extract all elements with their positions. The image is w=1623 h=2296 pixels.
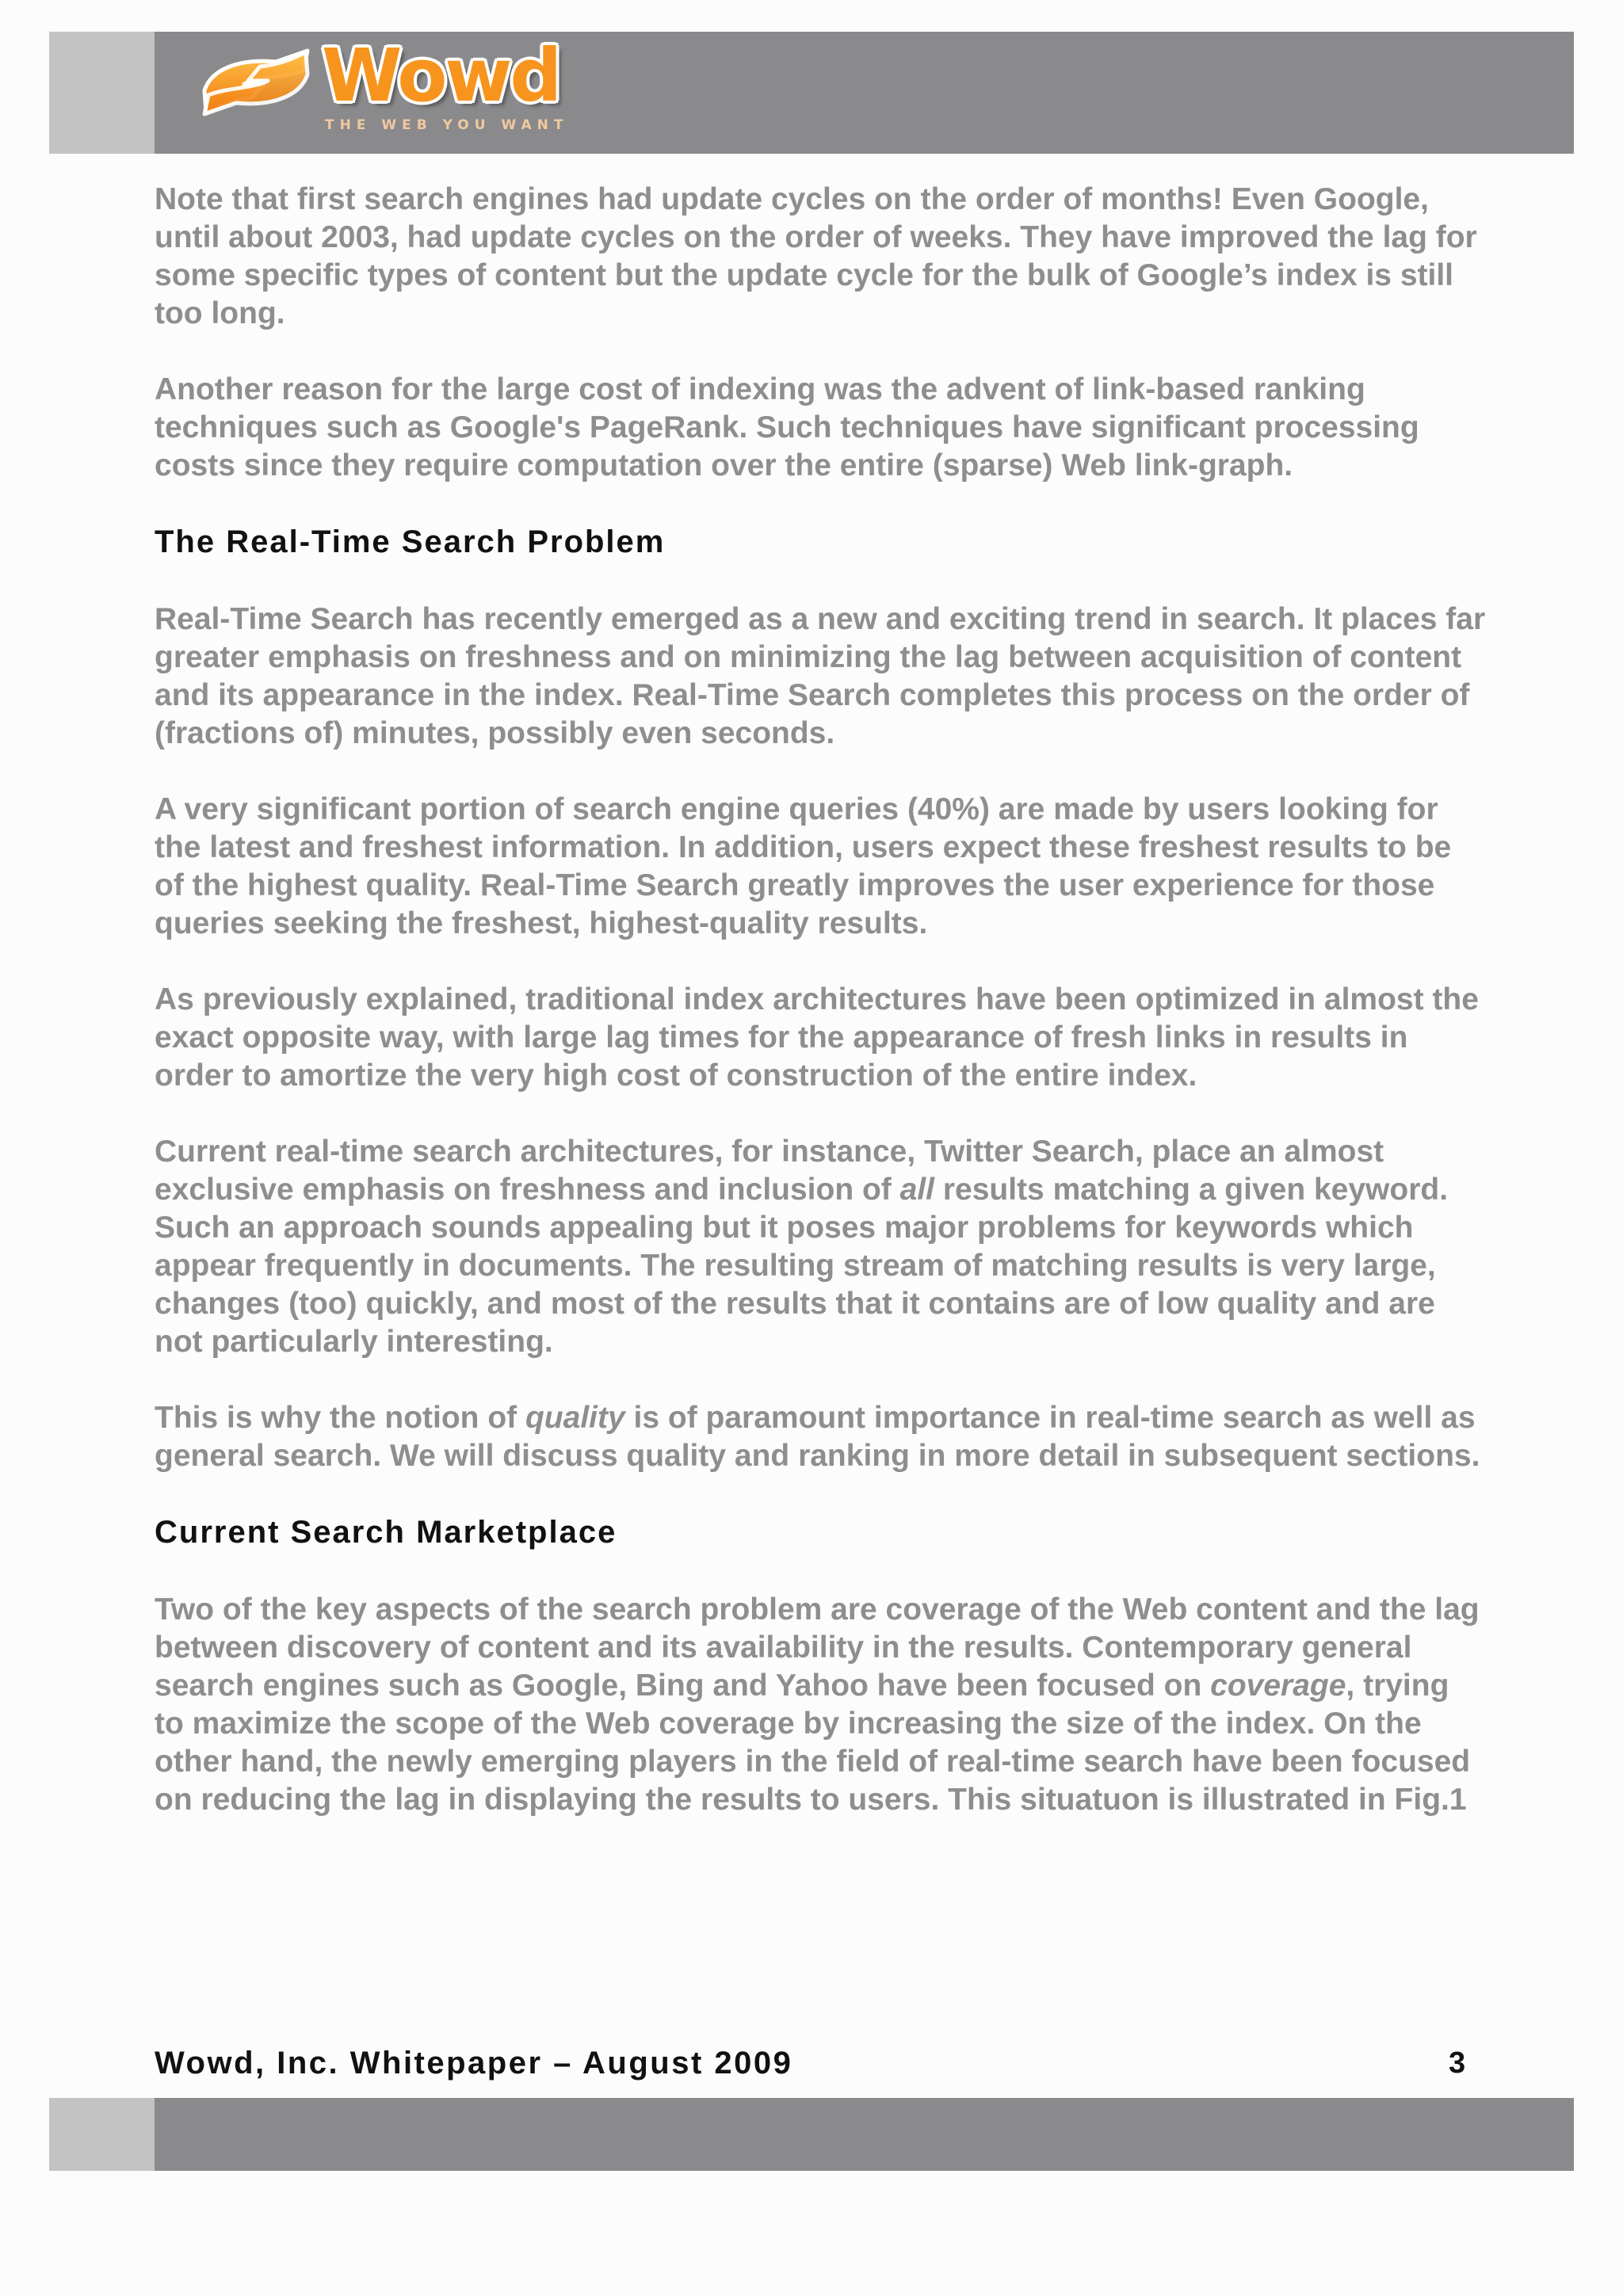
hands-icon: [189, 35, 323, 130]
logo-wordmark: Wowd: [322, 33, 560, 118]
paragraph: Real-Time Search has recently emerged as a new and exciting trend in search. It places far greater emphasis on freshness and on minimizing the lag between acquisition of content and its appearance in the index. Real-Time Search completes this process on the order of (fractions of) minutes, possibly even seconds.: [155, 602, 1486, 750]
paragraph: [155, 1399, 1486, 1475]
paragraph: A very significant portion of search engine queries (40%) are made by users looking for the latest and freshest information. In addition, users expect these freshest results to be of the highest quality. Real-Time Search greatly improves the user experience for those queries seeking the freshest, highest-quality results.: [155, 792, 1452, 940]
paragraph-text: results matching a given keyword. Such an approach sounds appealing but it poses major problems for keywords which appear frequently in documents. The resulting stream of matching results is very large, changes (too) quickly, and most of the results that it contains are of low quality and are not particularly interesting.: [155, 1173, 1449, 1359]
paragraph-text: is of paramount importance in real-time search as well as general search. We will discuss quality and ranking in more detail in subsequent sections.: [155, 1401, 1480, 1473]
footer-title: Wowd, Inc. Whitepaper – August 2009: [155, 2046, 793, 2081]
page-number: 3: [1449, 2046, 1466, 2080]
paragraph-text: This is why the notion of: [155, 1401, 525, 1435]
emphasis: all: [899, 1173, 935, 1207]
section-heading: The Real-Time Search Problem: [155, 524, 666, 559]
emphasis: quality: [525, 1401, 625, 1435]
header-accent-block: [49, 32, 155, 154]
paragraph-text: , trying to maximize the scope of the Web coverage by increasing the size of the index. On the other hand, the newly emerging players in the field of real-time search have been focused on reducing the lag in displaying the results to users. This situatuon is illustrated in Fig.1: [155, 1669, 1471, 1817]
section-heading: Current Search Marketplace: [155, 1515, 617, 1550]
paragraph: Another reason for the large cost of indexing was the advent of link-based ranking techniques such as Google's PageRank. Such techniques have significant processing costs since they require computation over the entire (sparse) Web link-graph.: [155, 372, 1419, 482]
paragraph: As previously explained, traditional index architectures have been optimized in almost the exact opposite way, with large lag times for the appearance of fresh links in results in order to amortize the very high cost of construction of the entire index.: [155, 982, 1479, 1093]
paragraph: [155, 1591, 1486, 1819]
paragraph: Note that first search engines had update cycles on the order of months! Even Google, until about 2003, had update cycles on the order of weeks. They have improved the lag for some specific types of content but the update cycle for the bulk of Google’s index is still too long.: [155, 182, 1477, 330]
emphasis: coverage: [1210, 1669, 1346, 1703]
wowd-logo: [189, 33, 569, 138]
paragraph: [155, 1133, 1486, 1361]
logo-tagline: THE WEB YOU WANT: [325, 117, 569, 133]
document-body: [155, 181, 1486, 1857]
paragraph-text: Two of the key aspects of the search problem are coverage of the Web content and the lag between discovery of content and its availability in the results. Contemporary general search engines such as Google, Bing and Yahoo have been focused on: [155, 1592, 1480, 1703]
footer-band: [49, 2098, 1574, 2171]
paragraph-text: Current real-time search architectures, for instance, Twitter Search, place an almost exclusive emphasis on freshness and inclusion of: [155, 1135, 1384, 1207]
footer-accent-block: [49, 2098, 155, 2171]
